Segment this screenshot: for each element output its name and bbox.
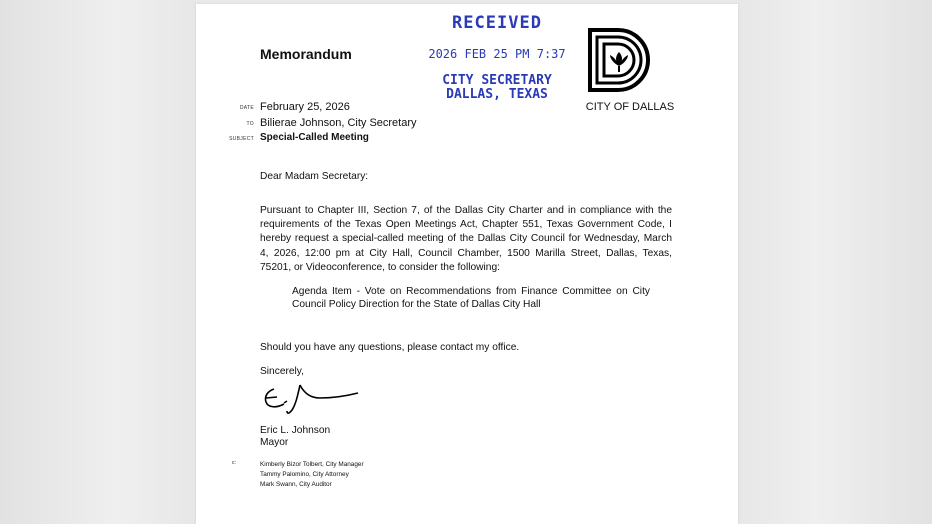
cc-item: Mark Swann, City Auditor: [260, 481, 332, 488]
stamp-office-line1: CITY SECRETARY: [442, 73, 552, 88]
sign-off: Sincerely,: [260, 366, 304, 377]
request-paragraph: Pursuant to Chapter III, Section 7, of the Dallas City Charter and in compliance with the requirements of the Texas Open Meetings Act, Chapter 551, Texas Government Code, I hereby request a special-called meeting of the Dallas City Council for Wednesday, March 4, 2026, 12:00 pm at City Hall, Council Chamber, 1500 Marilla Street, Dallas, Texas, 75201, or Videoconference, to consider the following:: [260, 205, 672, 273]
signature: [260, 380, 364, 420]
city-of-dallas-logo-icon: [588, 28, 652, 98]
cc-list: [260, 460, 364, 490]
salutation: Dear Madam Secretary:: [260, 171, 369, 182]
memo-title: Memorandum: [260, 46, 352, 62]
city-of-dallas-label: CITY OF DALLAS: [585, 101, 675, 113]
backdrop-left: [0, 0, 196, 524]
agenda-item: Agenda Item - Vote on Recommendations from Finance Committee on City Council Policy Direction for the State of Dallas City Hall: [292, 286, 650, 311]
stamp-office-line2: DALLAS, TEXAS: [446, 87, 548, 102]
backdrop-right: [738, 0, 932, 524]
signer-name: Eric L. Johnson: [260, 425, 331, 436]
to-value: Bilierae Johnson, City Secretary: [260, 117, 417, 129]
cc-item: Kimberly Bizor Tolbert, City Manager: [260, 461, 364, 468]
date-label: DATE: [239, 105, 254, 111]
subject-label: SUBJECT: [229, 136, 254, 142]
memo-page: [196, 4, 738, 524]
date-value: February 25, 2026: [260, 101, 350, 113]
to-label: TO: [246, 121, 254, 127]
signer-title: Mayor: [260, 437, 289, 448]
cc-item: Tammy Palomino, City Attorney: [260, 471, 349, 478]
stamp-date-time: 2026 FEB 25 PM 7:37: [428, 47, 566, 61]
subject-value: Special-Called Meeting: [260, 132, 369, 143]
cc-label: c:: [232, 460, 236, 466]
stamp-office: [422, 74, 572, 102]
stamp-received: RECEIVED: [452, 13, 542, 33]
closing-note: Should you have any questions, please contact my office.: [260, 342, 520, 353]
